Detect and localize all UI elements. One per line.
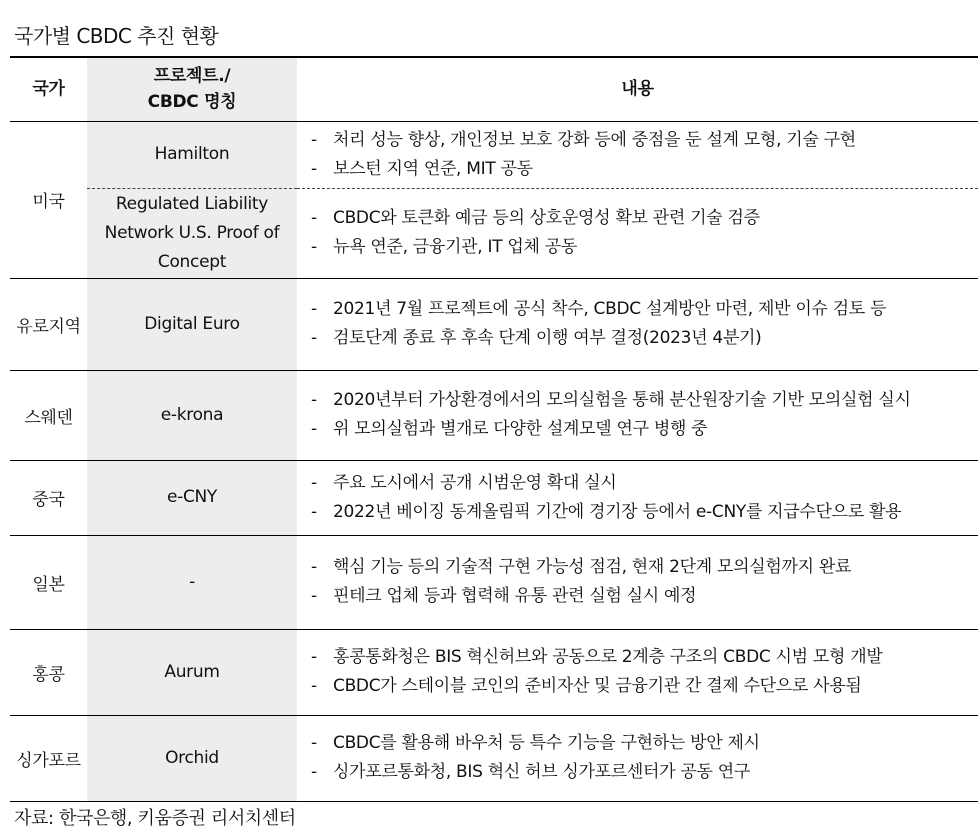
description-cell [297,278,978,370]
description-text: CBDC를 활용해 바우처 등 특수 기능을 구현하는 방안 제시 [333,733,760,753]
project-name-cell: - [87,535,297,629]
country-cell: 일본 [32,574,65,595]
description-text: 뉴욕 연준, 금융기관, IT 업체 공동 [333,237,577,257]
description-line [311,415,978,444]
country-cell: 스웨덴 [24,407,73,428]
bullet-dash: - [311,501,317,522]
bullet-dash: - [311,676,317,696]
description-cell [297,715,978,801]
bullet-dash: - [311,586,317,606]
description-line [311,553,978,582]
description-text: 싱가포르통화청, BIS 혁신 허브 싱가포르센터가 공동 연구 [333,762,750,782]
table-row [10,535,978,629]
cbdc-status-table [10,56,978,802]
description-text: 2022년 베이징 동계올림픽 기간에 경기장 등에서 e-CNY를 지급수단으로 활용 [333,501,902,522]
table-title: 국가별 CBDC 추진 현황 [14,24,219,48]
header-country: 국가 [32,79,65,100]
header-project-line2: CBDC 명칭 [147,92,237,113]
description-line [311,672,978,701]
bullet-dash: - [311,647,317,667]
description-text: 검토단계 종료 후 후속 단계 이행 여부 결정(2023년 4분기) [333,328,762,348]
bullet-dash: - [311,762,317,782]
description-text: 핀테크 업체 등과 협력해 유통 관련 실험 실시 예정 [333,586,697,606]
bullet-dash: - [311,158,317,179]
description-line [311,469,978,498]
bullet-dash: - [311,328,317,348]
bullet-dash: - [311,733,317,753]
description-line [311,233,978,262]
header-row [10,57,978,121]
bullet-dash: - [311,129,317,150]
country-cell: 유로지역 [16,316,81,337]
description-line [311,582,978,611]
bullet-dash: - [311,557,317,577]
source-note: 자료: 한국은행, 키움증권 리서치센터 [14,808,296,829]
table-row [10,121,978,188]
header-project [87,57,297,121]
description-text: 보스턴 지역 연준, MIT 공동 [333,158,533,179]
table-row [10,370,978,460]
table-body [10,121,978,801]
description-line [311,729,978,758]
bullet-dash: - [311,472,317,493]
description-text: CBDC와 토큰화 예금 등의 상호운영성 확보 관련 기술 검증 [333,208,760,228]
project-name-cell: Aurum [87,629,297,715]
description-cell [297,121,978,188]
description-line [311,204,978,233]
header-project-line1: 프로젝트./ [153,66,231,87]
description-text: 2020년부터 가상환경에서의 모의실험을 통해 분산원장기술 기반 모의실험 실시 [333,390,911,410]
description-line [311,126,978,155]
table-row [10,278,978,370]
description-text: 2021년 7월 프로젝트에 공식 착수, CBDC 설계방안 마련, 제반 이슈 검토 등 [333,299,887,319]
bullet-dash: - [311,208,317,228]
description-line [311,498,978,527]
bullet-dash: - [311,419,317,439]
project-name-cell: Hamilton [87,121,297,188]
country-cell: 싱가포르 [16,750,81,771]
table-row [10,188,978,278]
description-cell [297,370,978,460]
project-name-cell: e-krona [87,370,297,460]
bullet-dash: - [311,299,317,319]
description-cell [297,460,978,535]
description-line [311,155,978,184]
description-text: 핵심 기능 등의 기술적 구현 가능성 점검, 현재 2단계 모의실험까지 완료 [333,557,852,577]
country-cell: 홍콩 [32,664,65,685]
description-line [311,643,978,672]
table-row [10,715,978,801]
description-text: 위 모의실험과 별개로 다양한 설계모델 연구 병행 중 [333,419,708,439]
description-line [311,295,978,324]
description-text: 주요 도시에서 공개 시범운영 확대 실시 [333,472,617,493]
table-row [10,460,978,535]
project-name-cell: Orchid [87,715,297,801]
description-cell [297,629,978,715]
description-text: 처리 성능 향상, 개인정보 보호 강화 등에 중점을 둔 설계 모형, 기술 구현 [333,129,856,150]
description-line [311,386,978,415]
bullet-dash: - [311,237,317,257]
description-text: 홍콩통화청은 BIS 혁신허브와 공동으로 2계층 구조의 CBDC 시범 모형 개발 [333,647,883,667]
description-line [311,758,978,787]
description-cell [297,535,978,629]
table-row [10,629,978,715]
country-cell: 중국 [32,490,65,510]
bullet-dash: - [311,390,317,410]
project-name-cell: Regulated Liability Network U.S. Proof of Concept [87,188,297,278]
project-name-cell: Digital Euro [87,278,297,370]
description-text: CBDC가 스테이블 코인의 준비자산 및 금융기관 간 결제 수단으로 사용됨 [333,676,862,696]
header-content: 내용 [621,79,654,100]
project-name-cell: e-CNY [87,460,297,535]
description-cell [297,188,978,278]
description-line [311,324,978,353]
country-cell: 미국 [32,192,65,212]
